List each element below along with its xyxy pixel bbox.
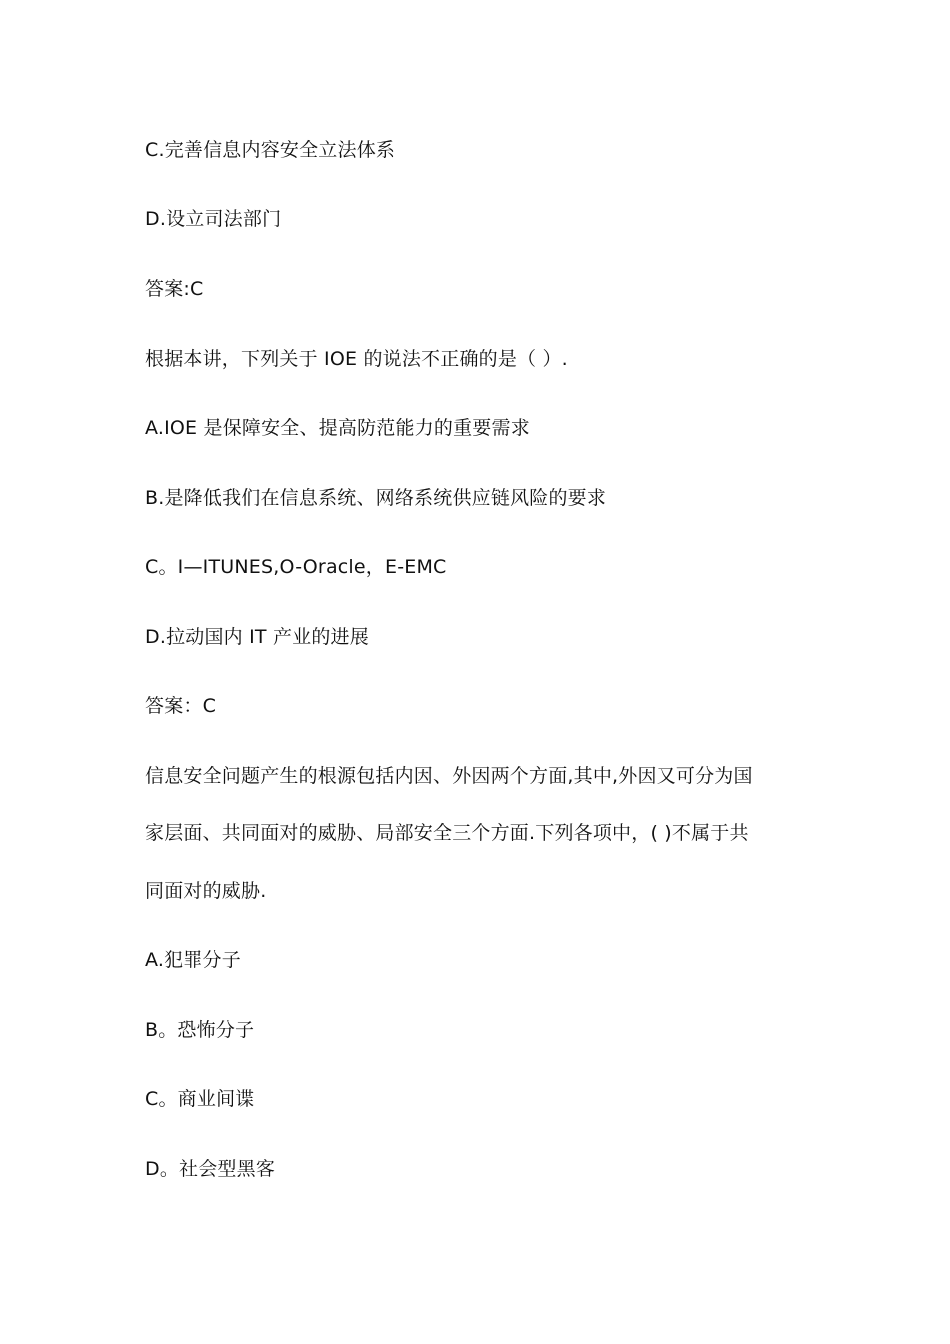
question-line: 信息安全问题产生的根源包括内因、外因两个方面,其中,外因又可分为国 — [145, 765, 753, 787]
question-line: 同面对的威胁. — [145, 880, 267, 902]
question-line: 家层面、共同面对的威胁、局部安全三个方面.下列各项中，( )不属于共 — [145, 822, 749, 844]
question-line: 根据本讲，下列关于 IOE 的说法不正确的是（ ）. — [145, 348, 568, 370]
option-c-line: C.完善信息内容安全立法体系 — [145, 139, 396, 161]
option-b-line: B。恐怖分子 — [145, 1019, 255, 1041]
option-d-line: D。社会型黑客 — [145, 1158, 276, 1180]
answer-line: 答案:C — [145, 278, 204, 300]
option-c-line: C。商业间谍 — [145, 1088, 255, 1110]
answer-line: 答案：C — [145, 695, 217, 717]
option-a-line: A.犯罪分子 — [145, 949, 241, 971]
option-d-line: D.拉动国内 IT 产业的进展 — [145, 626, 369, 648]
option-a-line: A.IOE 是保障安全、提高防范能力的重要需求 — [145, 417, 530, 439]
option-d-line: D.设立司法部门 — [145, 208, 282, 230]
option-b-line: B.是降低我们在信息系统、网络系统供应链风险的要求 — [145, 487, 607, 509]
option-c-line: C。I—ITUNES,O-Oracle，E-EMC — [145, 556, 447, 578]
